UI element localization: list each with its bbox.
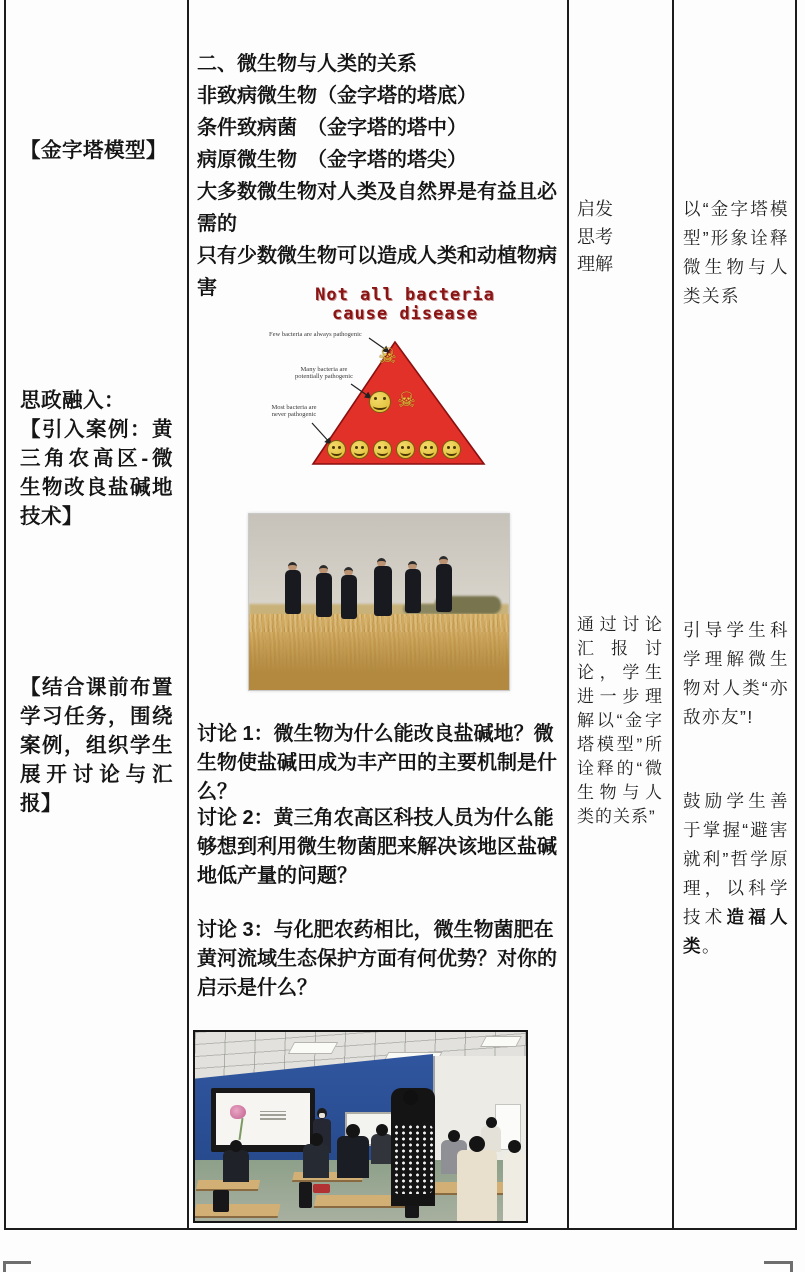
smiley-face-icon [373, 440, 392, 459]
statement-beneficial: 大多数微生物对人类及自然界是有益且必需的 [197, 181, 557, 235]
pyramid-title-line1: Not all bacteria [315, 285, 495, 305]
column-teaching-segments [6, 0, 189, 1228]
intent-friend-or-foe: 引导学生科学理解微生物对人类“亦敌亦友”! [683, 620, 789, 727]
label-mid-line1: Many bacteria are [300, 366, 348, 373]
column-teaching-content [189, 0, 569, 1228]
ceiling-light [288, 1042, 338, 1054]
ideology-intro-line: 思政融入： [20, 389, 125, 412]
rose-stem [238, 1118, 243, 1140]
tier-bottom: 非致病微生物（金字塔的塔底） [197, 85, 477, 107]
lesson-plan-table [4, 0, 797, 1230]
intent-pyramid-model: 以“金字塔模型”形象诠释微生物与人类关系 [683, 199, 789, 306]
student [371, 1134, 393, 1164]
smiley-face-icon [442, 440, 461, 459]
student [503, 1152, 526, 1221]
intent-philosophy-period: 。 [702, 936, 721, 956]
student [337, 1136, 369, 1178]
column-learning-activity [569, 0, 674, 1228]
student-head [310, 1133, 323, 1146]
student-head [376, 1124, 388, 1136]
label-potentially-pathogenic [287, 366, 361, 380]
intent-philosophy-bold: 造福人类 [683, 907, 789, 956]
rose-image [230, 1105, 246, 1119]
screen-caption [260, 1111, 286, 1120]
pyramid-title-line2: cause disease [331, 304, 479, 324]
statement-harmful: 只有少数微生物可以造成人类和动植物病害 [197, 245, 557, 299]
section-heading: 二、微生物与人类的关系 [197, 53, 417, 75]
student-head [508, 1140, 521, 1153]
activity-discussion-note: 通过讨论汇报讨论，学生进一步理解以“金字塔模型”所诠释的“微生物与人类的关系” [577, 615, 663, 826]
tier-top: 病原微生物 （金字塔的塔尖） [197, 149, 467, 171]
tier-middle: 条件致病菌 （金字塔的塔中） [197, 117, 467, 139]
segment-ideology-case [20, 386, 173, 531]
smiley-face-icon [350, 440, 369, 459]
smiley-face-icon [419, 440, 438, 459]
classroom-photo [193, 1030, 528, 1223]
student-head [346, 1124, 360, 1138]
smiley-face-icon [396, 440, 415, 459]
keyword-think: 思考 [577, 226, 613, 247]
screen-display [216, 1093, 310, 1145]
label-mid-line2: potentially pathogenic [295, 373, 353, 380]
label-never-pathogenic [265, 404, 323, 418]
intent-philosophy-text: 鼓励学生善于掌握“避害就利”哲学原理，以科学技术 [683, 791, 789, 927]
student-head [486, 1117, 497, 1128]
ceiling-light [480, 1036, 522, 1047]
discussion-3: 讨论 3：与化肥农药相比，微生物菌肥在黄河流域生态保护方面有何优势？对你的启示是什么？ [197, 919, 557, 999]
chair [299, 1182, 312, 1208]
intent-philosophy [683, 787, 789, 961]
student [223, 1150, 249, 1182]
student-head [448, 1130, 460, 1142]
ideology-case-text: 【引入案例：黄三角农高区-微生物改良盐碱地技术】 [20, 418, 173, 528]
presenter-face [319, 1113, 325, 1118]
label-bot-line2: never pathogenic [271, 411, 317, 418]
red-bag [313, 1184, 330, 1193]
smiley-face-icon [369, 391, 391, 413]
pyramid-figure [265, 286, 565, 482]
label-bot-line1: Most bacteria are [271, 404, 317, 411]
content-microbes-humans [197, 48, 561, 304]
student [303, 1144, 329, 1178]
student-head [230, 1140, 242, 1152]
photo-wheat-foreground [249, 632, 509, 690]
pyramid-triangle-graphic [265, 286, 565, 482]
chair [213, 1190, 229, 1212]
smiley-face-icon [327, 440, 346, 459]
student [481, 1126, 501, 1152]
student [457, 1150, 497, 1221]
standing-student-head [403, 1090, 418, 1105]
next-table-corner-right [764, 1261, 793, 1272]
segment-pyramid-model: 【金字塔模型】 [20, 139, 167, 162]
column-design-intent [674, 0, 797, 1228]
next-table-corner-left [3, 1261, 31, 1272]
keyword-understand: 理解 [577, 254, 613, 274]
activity-keywords [577, 196, 666, 279]
discussion-1: 讨论 1：微生物为什么能改良盐碱地？微生物使盐碱田成为丰产田的主要机制是什么？ [197, 723, 557, 803]
skull-icon: ☠ [378, 345, 397, 368]
segment-discussion-task: 【结合课前布置学习任务，围绕案例，组织学生展开讨论与汇报】 [20, 676, 173, 815]
student-head [469, 1136, 485, 1152]
saline-field-photo [248, 513, 510, 691]
presentation-screen [211, 1088, 315, 1152]
skull-icon: ☠ [397, 389, 416, 412]
discussion-2: 讨论 2：黄三角农高区科技人员为什么能够想到利用微生物菌肥来解决该地区盐碱地低产量的问题？ [197, 807, 557, 887]
keyword-inspire: 启发 [577, 199, 613, 219]
label-always-pathogenic: Few bacteria are always pathogenic [269, 331, 362, 338]
standing-student-jacket [393, 1124, 433, 1194]
desk [194, 1204, 281, 1218]
